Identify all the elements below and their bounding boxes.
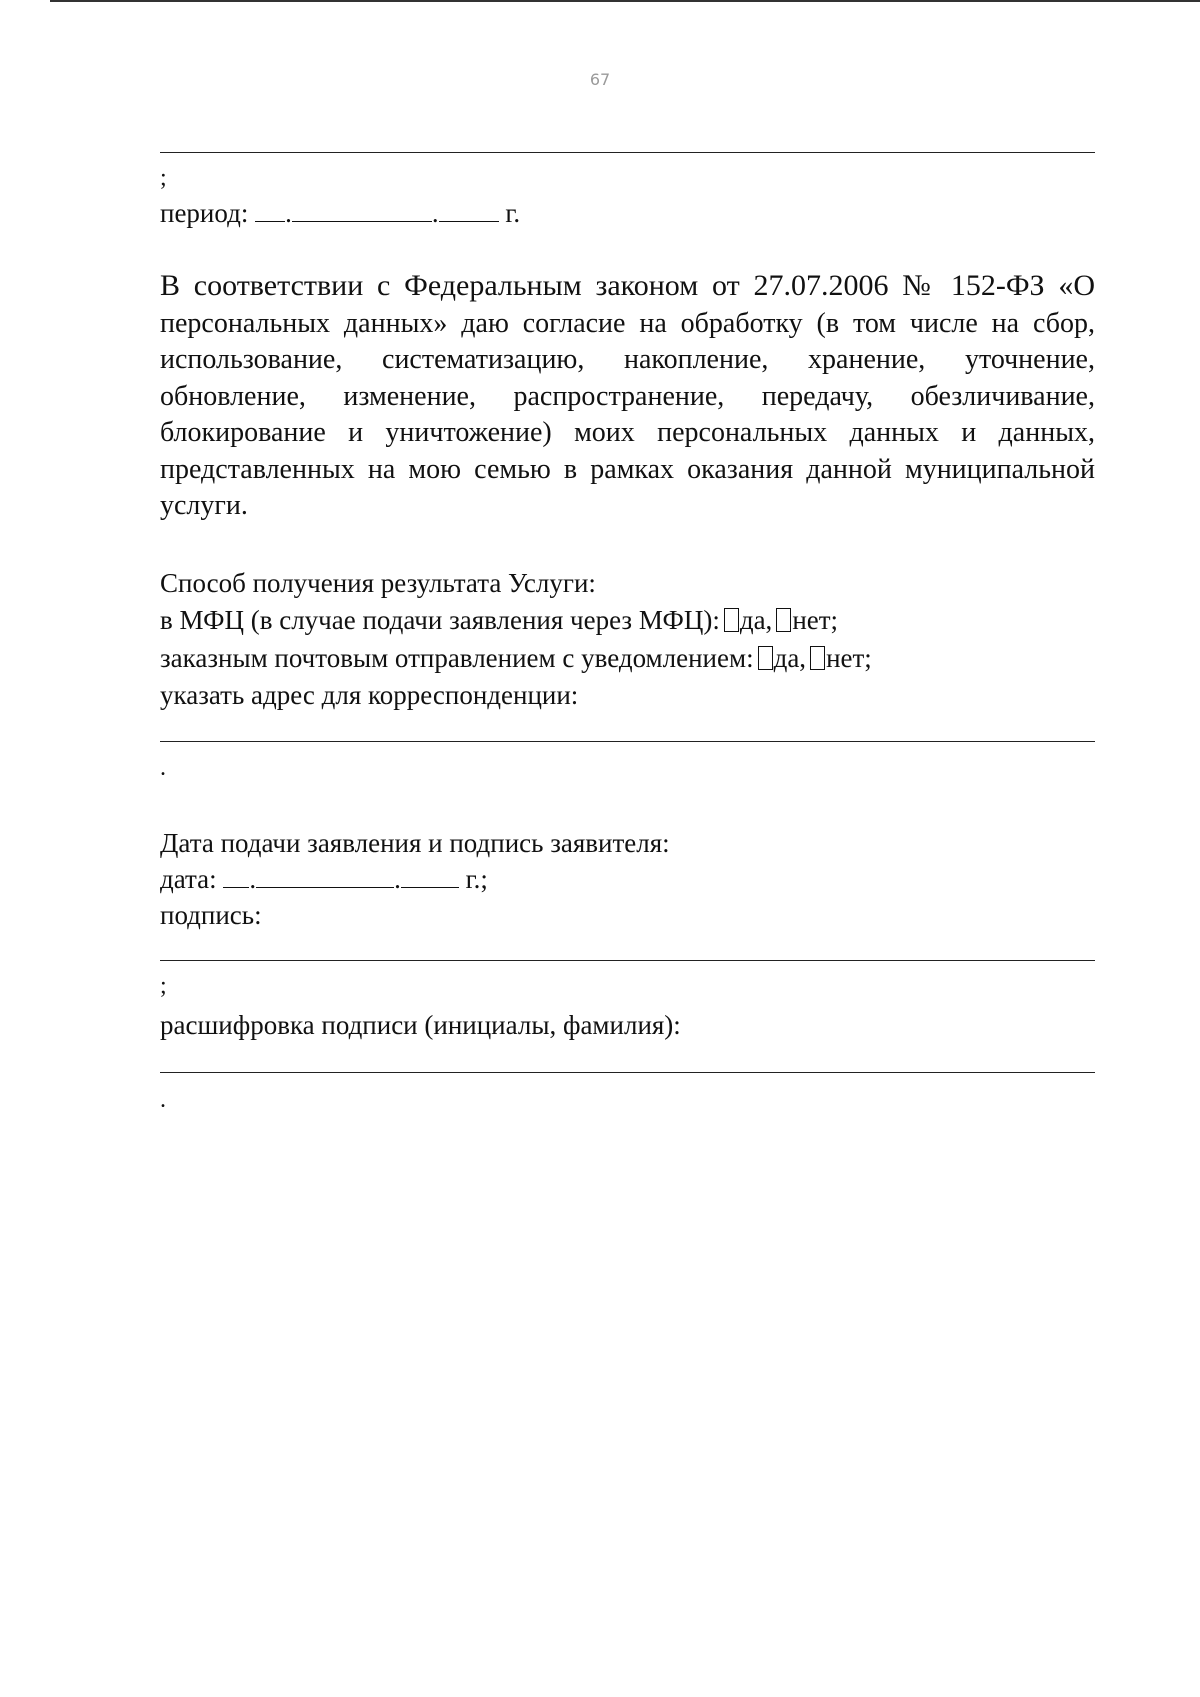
date-year-blank[interactable] bbox=[401, 865, 459, 888]
signature-end-mark: ; bbox=[160, 973, 167, 999]
date-line bbox=[160, 862, 488, 896]
decode-end-mark: . bbox=[160, 1087, 166, 1113]
date-dot: . bbox=[249, 864, 257, 894]
semicolon-mark: ; bbox=[160, 165, 167, 191]
signature-fill-line[interactable] bbox=[160, 960, 1095, 961]
signature-label: подпись: bbox=[160, 900, 262, 930]
date-dot: . bbox=[394, 864, 401, 894]
scan-top-edge bbox=[50, 0, 1200, 2]
mail-no-checkbox[interactable] bbox=[810, 646, 825, 670]
date-day-blank[interactable] bbox=[223, 865, 249, 888]
mail-option-line bbox=[160, 641, 872, 675]
period-dot: . bbox=[431, 198, 439, 228]
fill-line-top[interactable] bbox=[160, 152, 1095, 153]
period-year-suffix: г. bbox=[505, 198, 521, 228]
mfc-no-checkbox[interactable] bbox=[776, 608, 791, 632]
period-label: период: bbox=[160, 198, 249, 228]
page-number: 67 bbox=[589, 70, 611, 89]
decode-label: расшифровка подписи (инициалы, фамилия): bbox=[160, 1010, 681, 1040]
signature-heading: Дата подачи заявления и подпись заявителя: bbox=[160, 828, 670, 858]
date-label: дата: bbox=[160, 864, 217, 894]
address-fill-line[interactable] bbox=[160, 741, 1095, 742]
period-dot: . bbox=[285, 198, 292, 228]
period-year-blank[interactable] bbox=[439, 199, 499, 222]
mail-no-label: нет; bbox=[826, 643, 872, 673]
mfc-label: в МФЦ (в случае подачи заявления через МФЦ): bbox=[160, 605, 720, 635]
mail-yes-label: да, bbox=[773, 643, 807, 673]
consent-text: персональных данных» даю согласие на обработку (в том числе на сбор, использование, систематизацию, накопление, хранение, уточнение, обновление, изменение, распространение, передачу, обезличивание, блокирование и уничтожение) моих персональных данных и данных, представленных на мою семью в рамках оказания данной муниципальной услуги. bbox=[160, 307, 1095, 521]
address-end-mark: . bbox=[160, 755, 166, 781]
date-month-blank[interactable] bbox=[256, 865, 394, 888]
period-line bbox=[160, 196, 520, 230]
mail-label: заказным почтовым отправлением с уведомлением: bbox=[160, 643, 754, 673]
consent-paragraph bbox=[160, 268, 1095, 525]
decode-fill-line[interactable] bbox=[160, 1072, 1095, 1073]
period-day-blank[interactable] bbox=[255, 199, 285, 222]
mfc-yes-label: да, bbox=[739, 605, 773, 635]
mail-yes-checkbox[interactable] bbox=[758, 646, 773, 670]
address-label: указать адрес для корреспонденции: bbox=[160, 680, 579, 710]
consent-first-line: В соответствии с Федеральным законом от 27.07.2006 № 152-ФЗ «О bbox=[160, 269, 1095, 302]
result-method-heading: Способ получения результата Услуги: bbox=[160, 568, 596, 598]
mfc-yes-checkbox[interactable] bbox=[724, 608, 739, 632]
mfc-option-line bbox=[160, 603, 838, 637]
date-suffix: г.; bbox=[465, 864, 488, 894]
mfc-no-label: нет; bbox=[792, 605, 839, 635]
period-month-blank[interactable] bbox=[292, 199, 432, 222]
